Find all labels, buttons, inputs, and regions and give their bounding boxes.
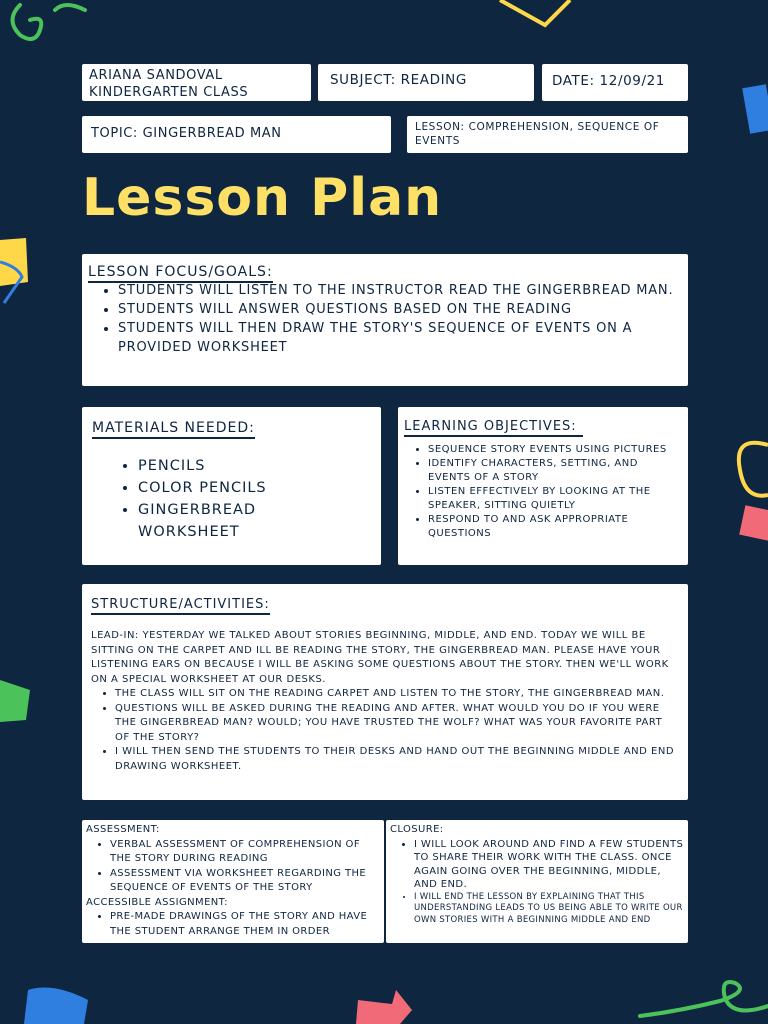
materials-heading: MATERIALS NEEDED: — [92, 420, 255, 439]
materials-item: • PENCILS — [138, 455, 298, 477]
structure-box — [82, 584, 688, 800]
lesson-text: LESSON: COMPREHENSION, SEQUENCE OF EVENTS — [415, 121, 660, 147]
green-squiggle-top-left — [13, 5, 86, 39]
accessible-item: • PRE-MADE DRAWINGS OF THE STORY AND HAVE THE STUDENT ARRANGE THEM IN ORDER — [110, 910, 380, 939]
subject-text: SUBJECT: READING — [330, 72, 467, 88]
structure-item: • I WILL THEN SEND THE STUDENTS TO THEIR DESKS AND HAND OUT THE BEGINNING MIDDLE AND END DRAWING WORKSHEET. — [115, 745, 680, 774]
closure-item: • I WILL END THE LESSON BY EXPLAINING THAT THIS UNDERSTANDING LEADS TO US BEING ABLE TO WRITE OUR OWN STORIES WITH A BEGINNING MIDDLE AND END — [414, 892, 684, 927]
materials-item: • GINGERBREAD WORKSHEET — [138, 499, 298, 543]
blue-shape-right-top — [742, 84, 768, 133]
teacher-name: ARIANA SANDOVAL — [89, 68, 223, 83]
assessment-item: • ASSESSMENT VIA WORKSHEET REGARDING THE SEQUENCE OF EVENTS OF THE STORY — [110, 867, 380, 896]
green-shape-left — [0, 680, 30, 722]
topic-box — [82, 116, 391, 153]
date-text: DATE: 12/09/21 — [552, 73, 665, 89]
page-title: Lesson Plan — [82, 168, 443, 228]
objectives-box — [398, 407, 688, 565]
objectives-item: • RESPOND TO AND ASK APPROPRIATE QUESTIONS — [428, 513, 682, 541]
structure-list — [91, 687, 680, 774]
focus-heading: LESSON FOCUS/GOALS: — [88, 264, 273, 283]
teacher-class-box — [82, 64, 311, 101]
focus-goals-box — [82, 254, 688, 386]
focus-list — [88, 281, 678, 357]
focus-item: • STUDENTS WILL ANSWER QUESTIONS BASED ON THE READING — [118, 300, 678, 319]
structure-heading: STRUCTURE/ACTIVITIES: — [91, 597, 270, 615]
green-squiggle-bottom-right — [640, 982, 768, 1016]
pink-shape-bottom — [356, 990, 412, 1024]
focus-item: • STUDENTS WILL THEN DRAW THE STORY'S SEQUENCE OF EVENTS ON A PROVIDED WORKSHEET — [118, 319, 678, 357]
materials-box — [82, 407, 381, 565]
blue-shape-bottom-left — [24, 988, 88, 1024]
objectives-item: • LISTEN EFFECTIVELY BY LOOKING AT THE SPEAKER, SITTING QUIETLY — [428, 485, 682, 513]
yellow-triangle-top — [500, 0, 570, 25]
lesson-box — [407, 116, 688, 153]
assessment-heading: ASSESSMENT: — [86, 824, 160, 835]
accessible-heading: ACCESSIBLE ASSIGNMENT: — [86, 896, 228, 908]
assessment-item: • VERBAL ASSESSMENT OF COMPREHENSION OF THE STORY DURING READING — [110, 838, 380, 867]
subject-box — [318, 64, 534, 101]
closure-list-small — [390, 892, 684, 927]
objectives-list — [404, 443, 682, 541]
closure-heading: CLOSURE: — [390, 824, 444, 835]
objectives-item: • SEQUENCE STORY EVENTS USING PICTURES — [428, 443, 682, 457]
assessment-box — [82, 820, 384, 943]
materials-list — [92, 455, 298, 543]
topic-text: TOPIC: GINGERBREAD MAN — [91, 126, 282, 141]
closure-list — [390, 838, 684, 892]
class-name: KINDERGARTEN CLASS — [89, 85, 249, 100]
objectives-item: • IDENTIFY CHARACTERS, SETTING, AND EVENTS OF A STORY — [428, 457, 682, 485]
materials-item: • COLOR PENCILS — [138, 477, 298, 499]
focus-item: • STUDENTS WILL LISTEN TO THE INSTRUCTOR READ THE GINGERBREAD MAN. — [118, 281, 678, 300]
closure-item: • I WILL LOOK AROUND AND FIND A FEW STUDENTS TO SHARE THEIR WORK WITH THE CLASS. ONCE AGAIN GOING OVER THE BEGINNING, MIDDLE, AND END. — [414, 838, 684, 892]
assessment-list — [86, 838, 380, 896]
structure-lead-in: LEAD-IN: YESTERDAY WE TALKED ABOUT STORIES BEGINNING, MIDDLE, AND END. TODAY WE WILL BE SITTING ON THE CARPET AND ILL BE READING THE STORY, THE GINGERBREAD MAN. PLEASE HAVE YOUR LISTENING EARS ON BECAUSE I WILL BE ASKING SOME QUESTIONS ABOUT THE STORY. THEN WE'LL WORK ON A SPECIAL WORKSHEET AT OUR DESKS. — [91, 630, 669, 685]
structure-item: • THE CLASS WILL SIT ON THE READING CARPET AND LISTEN TO THE STORY, THE GINGERBREAD MAN. — [115, 687, 680, 702]
accessible-list — [86, 910, 380, 939]
pink-shape-right — [739, 505, 768, 541]
yellow-loop-right — [739, 443, 768, 496]
objectives-heading: LEARNING OBJECTIVES: — [404, 419, 583, 437]
closure-box — [386, 820, 688, 943]
date-box — [542, 64, 688, 101]
structure-item: • QUESTIONS WILL BE ASKED DURING THE READING AND AFTER. WHAT WOULD YOU DO IF YOU WERE THE GINGERBREAD MAN? WOULD; YOU HAVE TRUSTED THE WOLF? WHAT WAS YOUR FAVORITE PART OF THE STORY? — [115, 702, 680, 746]
